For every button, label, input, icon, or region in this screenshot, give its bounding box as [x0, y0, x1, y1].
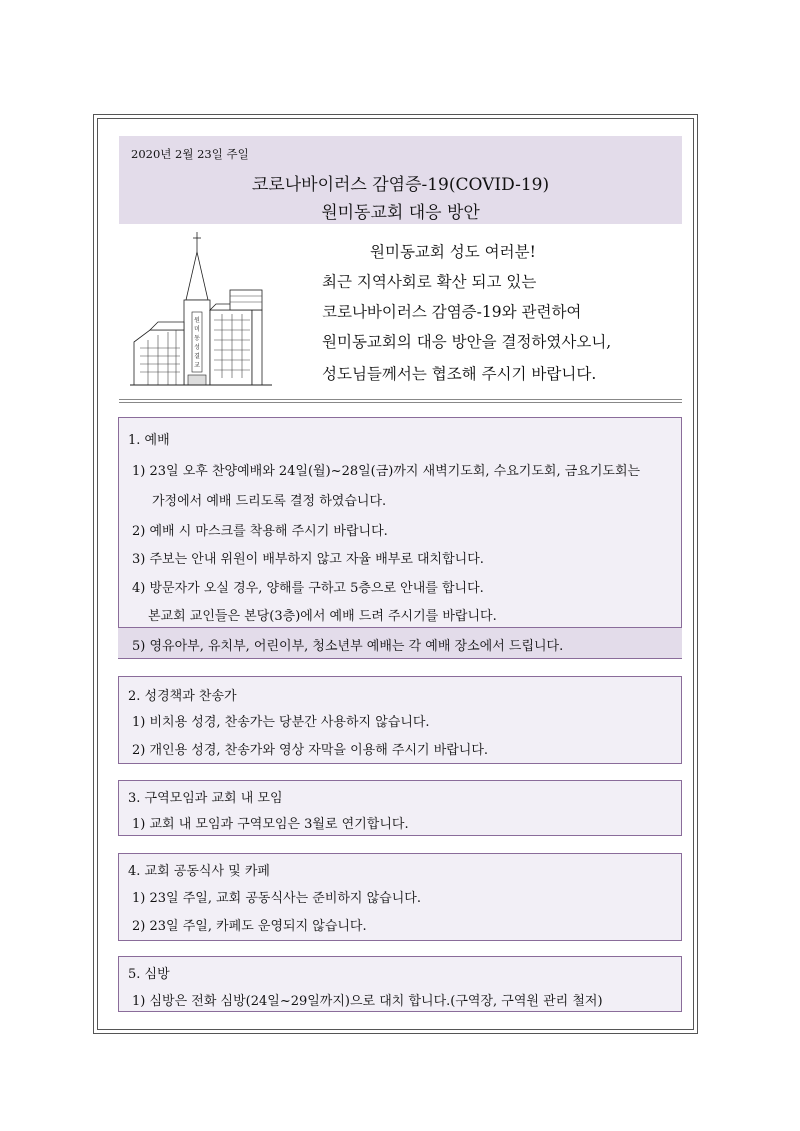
list-item: 1) 23일 주일, 교회 공동식사는 준비하지 않습니다. — [132, 891, 421, 906]
divider-rule — [119, 399, 682, 400]
section-group-meetings — [118, 780, 682, 836]
section-heading: 5. 심방 — [128, 967, 170, 982]
section-worship — [118, 417, 682, 659]
notice-date: 2020년 2월 23일 주일 — [131, 147, 249, 161]
intro-line-3: 코로나바이러스 감염증-19와 관련하여 — [322, 303, 582, 321]
list-item: 3) 주보는 안내 위원이 배부하지 않고 자율 배부로 대치합니다. — [132, 552, 484, 567]
list-item: 2) 예배 시 마스크를 착용해 주시기 바랍니다. — [132, 524, 388, 539]
svg-text:성: 성 — [194, 344, 200, 351]
svg-text:동: 동 — [194, 335, 200, 342]
title-line-1: 코로나바이러스 감염증-19(COVID-19) — [251, 175, 550, 195]
list-item: 5) 영유아부, 유치부, 어린이부, 청소년부 예배는 각 예배 장소에서 드립니다. — [132, 639, 564, 654]
divider-rule — [119, 402, 682, 403]
list-item: 1) 비치용 성경, 찬송가는 당분간 사용하지 않습니다. — [132, 715, 430, 730]
section-heading: 1. 예배 — [128, 433, 170, 448]
list-item: 1) 23일 오후 찬양예배와 24일(월)~28일(금)까지 새벽기도회, 수요기도회, 금요기도회는 — [132, 464, 641, 479]
svg-text:미: 미 — [194, 326, 200, 333]
svg-text:교: 교 — [194, 362, 200, 369]
intro-line-1: 원미동교회 성도 여러분! — [370, 243, 536, 261]
church-building-illustration — [130, 230, 272, 390]
list-item: 2) 23일 주일, 카페도 운영되지 않습니다. — [132, 919, 367, 934]
list-item: 1) 심방은 전화 심방(24일~29일까지)으로 대치 합니다.(구역장, 구역원 관리 철저) — [132, 994, 603, 1009]
section-meals-cafe — [118, 853, 682, 941]
section-heading: 3. 구역모임과 교회 내 모임 — [128, 791, 283, 806]
intro-line-5: 성도님들께서는 협조해 주시기 바랍니다. — [322, 365, 597, 383]
title-line-2: 원미동교회 대응 방안 — [321, 203, 480, 223]
intro-line-2: 최근 지역사회로 확산 되고 있는 — [322, 273, 537, 291]
list-item: 1) 교회 내 모임과 구역모임은 3월로 연기합니다. — [132, 817, 409, 832]
section-bibles-hymnals — [118, 676, 682, 764]
list-item: 4) 방문자가 오실 경우, 양해를 구하고 5층으로 안내를 합니다. — [132, 581, 484, 596]
list-item: 가정에서 예배 드리도록 결정 하였습니다. — [152, 494, 387, 509]
section-visitation — [118, 956, 682, 1012]
section-heading: 4. 교회 공동식사 및 카페 — [128, 864, 270, 879]
section-heading: 2. 성경책과 찬송가 — [128, 689, 237, 704]
svg-text:원: 원 — [194, 317, 200, 324]
header-banner — [119, 136, 682, 224]
list-item: 본교회 교인들은 본당(3층)에서 예배 드려 주시기를 바랍니다. — [148, 609, 497, 624]
intro-line-4: 원미동교회의 대응 방안을 결정하였사오니, — [322, 333, 612, 351]
svg-text:결: 결 — [194, 353, 200, 360]
list-item: 2) 개인용 성경, 찬송가와 영상 자막을 이용해 주시기 바랍니다. — [132, 743, 489, 758]
